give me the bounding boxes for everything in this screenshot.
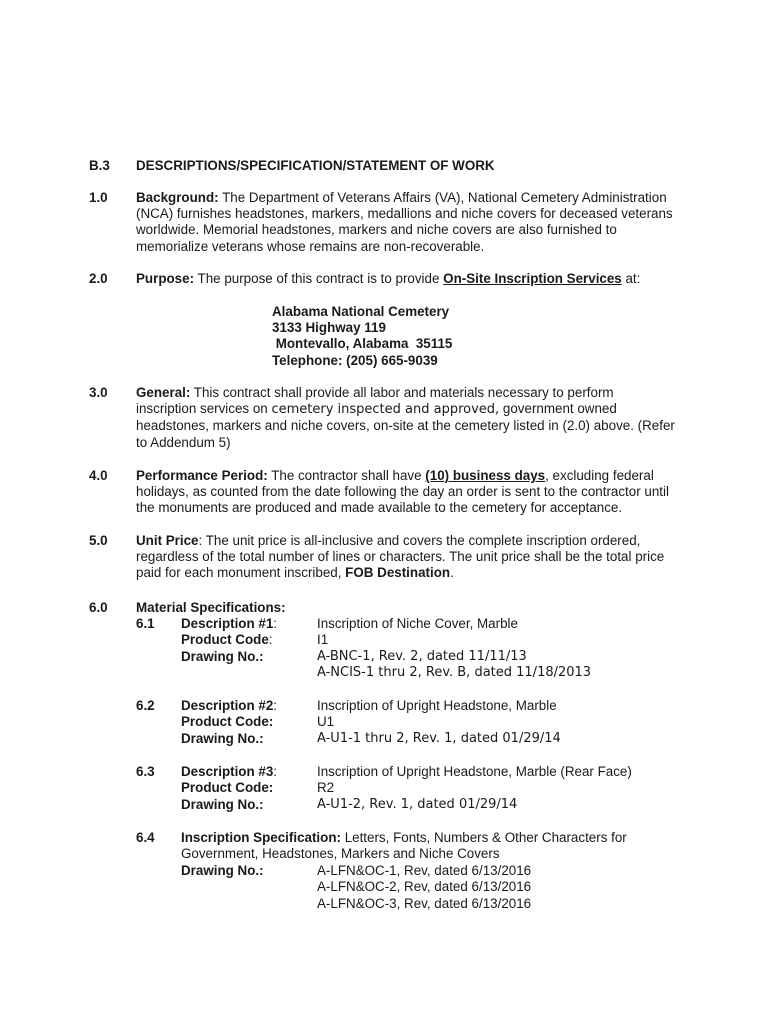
- description-value: Inscription of Upright Headstone, Marble (Rear Face): [317, 764, 632, 779]
- section-text: : The unit price is all-inclusive and covers the complete inscription ordered, regardless of the total number of lines or characters. The unit price shall be the total price paid for each monument inscribed,: [136, 533, 665, 581]
- address-line: 3133 Highway 119: [272, 320, 386, 336]
- description-value: Inscription of Upright Headstone, Marble: [317, 698, 557, 713]
- drawing-label: Drawing No.:: [181, 649, 264, 664]
- section-label: Background:: [136, 190, 219, 205]
- product-code-label: Product Code:: [181, 714, 274, 729]
- section-number: 2.0: [89, 271, 108, 286]
- drawing-value: A-LFN&OC-3, Rev, dated 6/13/2016: [317, 896, 532, 911]
- section-number: 1.0: [89, 190, 108, 205]
- description-label: Description #2:: [181, 698, 278, 713]
- section-material-specifications: [0, 600, 770, 920]
- drawing-value: A-LFN&OC-2, Rev, dated 6/13/2016: [317, 879, 532, 894]
- description-value: Inscription of Niche Cover, Marble: [317, 616, 518, 631]
- business-days: (10) business days: [425, 468, 546, 483]
- section-label: Material Specifications:: [136, 600, 286, 615]
- description-label: Description #3:: [181, 764, 278, 779]
- section-label: Purpose:: [136, 271, 195, 286]
- product-code-value: U1: [317, 714, 335, 729]
- drawing-value: A-NCIS-1 thru 2, Rev. B, dated 11/18/2013: [317, 665, 592, 680]
- drawing-value: A-BNC-1, Rev. 2, dated 11/11/13: [317, 649, 527, 664]
- drawing-label: Drawing No.:: [181, 731, 264, 746]
- subsection-number: 6.4: [136, 830, 155, 845]
- section-body: [136, 190, 676, 255]
- address-line: Montevallo, Alabama 35115: [272, 336, 453, 352]
- section-text: The purpose of this contract is to provide: [194, 271, 444, 286]
- address-line: Alabama National Cemetery: [272, 304, 450, 319]
- section-body: [136, 533, 676, 582]
- drawing-value: A-LFN&OC-1, Rev, dated 6/13/2016: [317, 863, 532, 878]
- section-body: [136, 468, 676, 517]
- section-text: The contractor shall have: [267, 468, 426, 483]
- subsection-number: 6.2: [136, 698, 155, 713]
- section-text-tail: government owned headstones, markers and niche covers, on-site at the cemetery listed in (2.0) above. (Refer to Addendum 5): [136, 401, 675, 450]
- product-code-label: Product Code:: [181, 780, 274, 795]
- section-text-tail: .: [450, 565, 454, 581]
- drawing-value: A-U1-2, Rev. 1, dated 01/29/14: [317, 797, 518, 812]
- cemetery-address: [272, 304, 452, 369]
- drawing-value: A-U1-1 thru 2, Rev. 1, dated 01/29/14: [317, 731, 561, 746]
- subsection-label: Inscription Specification:: [181, 830, 341, 845]
- section-number: 4.0: [89, 468, 108, 483]
- section-text-mono: cemetery inspected and approved,: [271, 402, 500, 418]
- section-label: Performance Period:: [136, 468, 268, 483]
- section-body: [136, 271, 676, 287]
- section-text-tail: , excluding federal holidays, as counted from the date following the day an order is sent to the contractor until the monuments are produced and made available to the cemetery for acceptance.: [136, 468, 669, 516]
- description-label: Description #1:: [181, 616, 278, 631]
- subsection-number: 6.1: [136, 616, 155, 631]
- inscription-specification: [181, 830, 661, 862]
- product-code-label: Product Code:: [181, 632, 273, 647]
- subsection-number: 6.3: [136, 764, 155, 779]
- product-code-value: I1: [317, 632, 329, 647]
- section-number: 5.0: [89, 533, 108, 548]
- drawing-label: Drawing No.:: [181, 797, 264, 812]
- address-phone: Telephone: (205) 665-9039: [272, 352, 438, 368]
- section-label: Unit Price: [136, 533, 199, 548]
- heading-title: DESCRIPTIONS/SPECIFICATION/STATEMENT OF WORK: [136, 158, 495, 173]
- drawing-label: Drawing No.:: [181, 863, 264, 878]
- section-text: The Department of Veterans Affairs (VA), National Cemetery Administration (NCA) furnishes headstones, markers, medallions and niche covers for deceased veterans worldwide. Memorial headstones, markers and niche covers are also furnished to memorialize veterans whose remains are non-recoverable.: [136, 190, 673, 254]
- fob-destination: FOB Destination: [345, 565, 451, 581]
- section-label: General:: [136, 385, 191, 400]
- product-code-value: R2: [317, 780, 335, 795]
- service-name: On-Site Inscription Services: [443, 271, 622, 286]
- section-text: This contract shall provide all labor and materials necessary to perform inscription services on: [136, 385, 614, 417]
- heading-number: B.3: [89, 158, 110, 173]
- section-number: 6.0: [89, 600, 108, 615]
- subsection-text: Letters, Fonts, Numbers & Other Characters for Government, Headstones, Markers and Niche Covers: [181, 830, 627, 862]
- section-number: 3.0: [89, 385, 108, 400]
- section-text-tail: at:: [621, 271, 641, 286]
- section-body: [136, 385, 676, 451]
